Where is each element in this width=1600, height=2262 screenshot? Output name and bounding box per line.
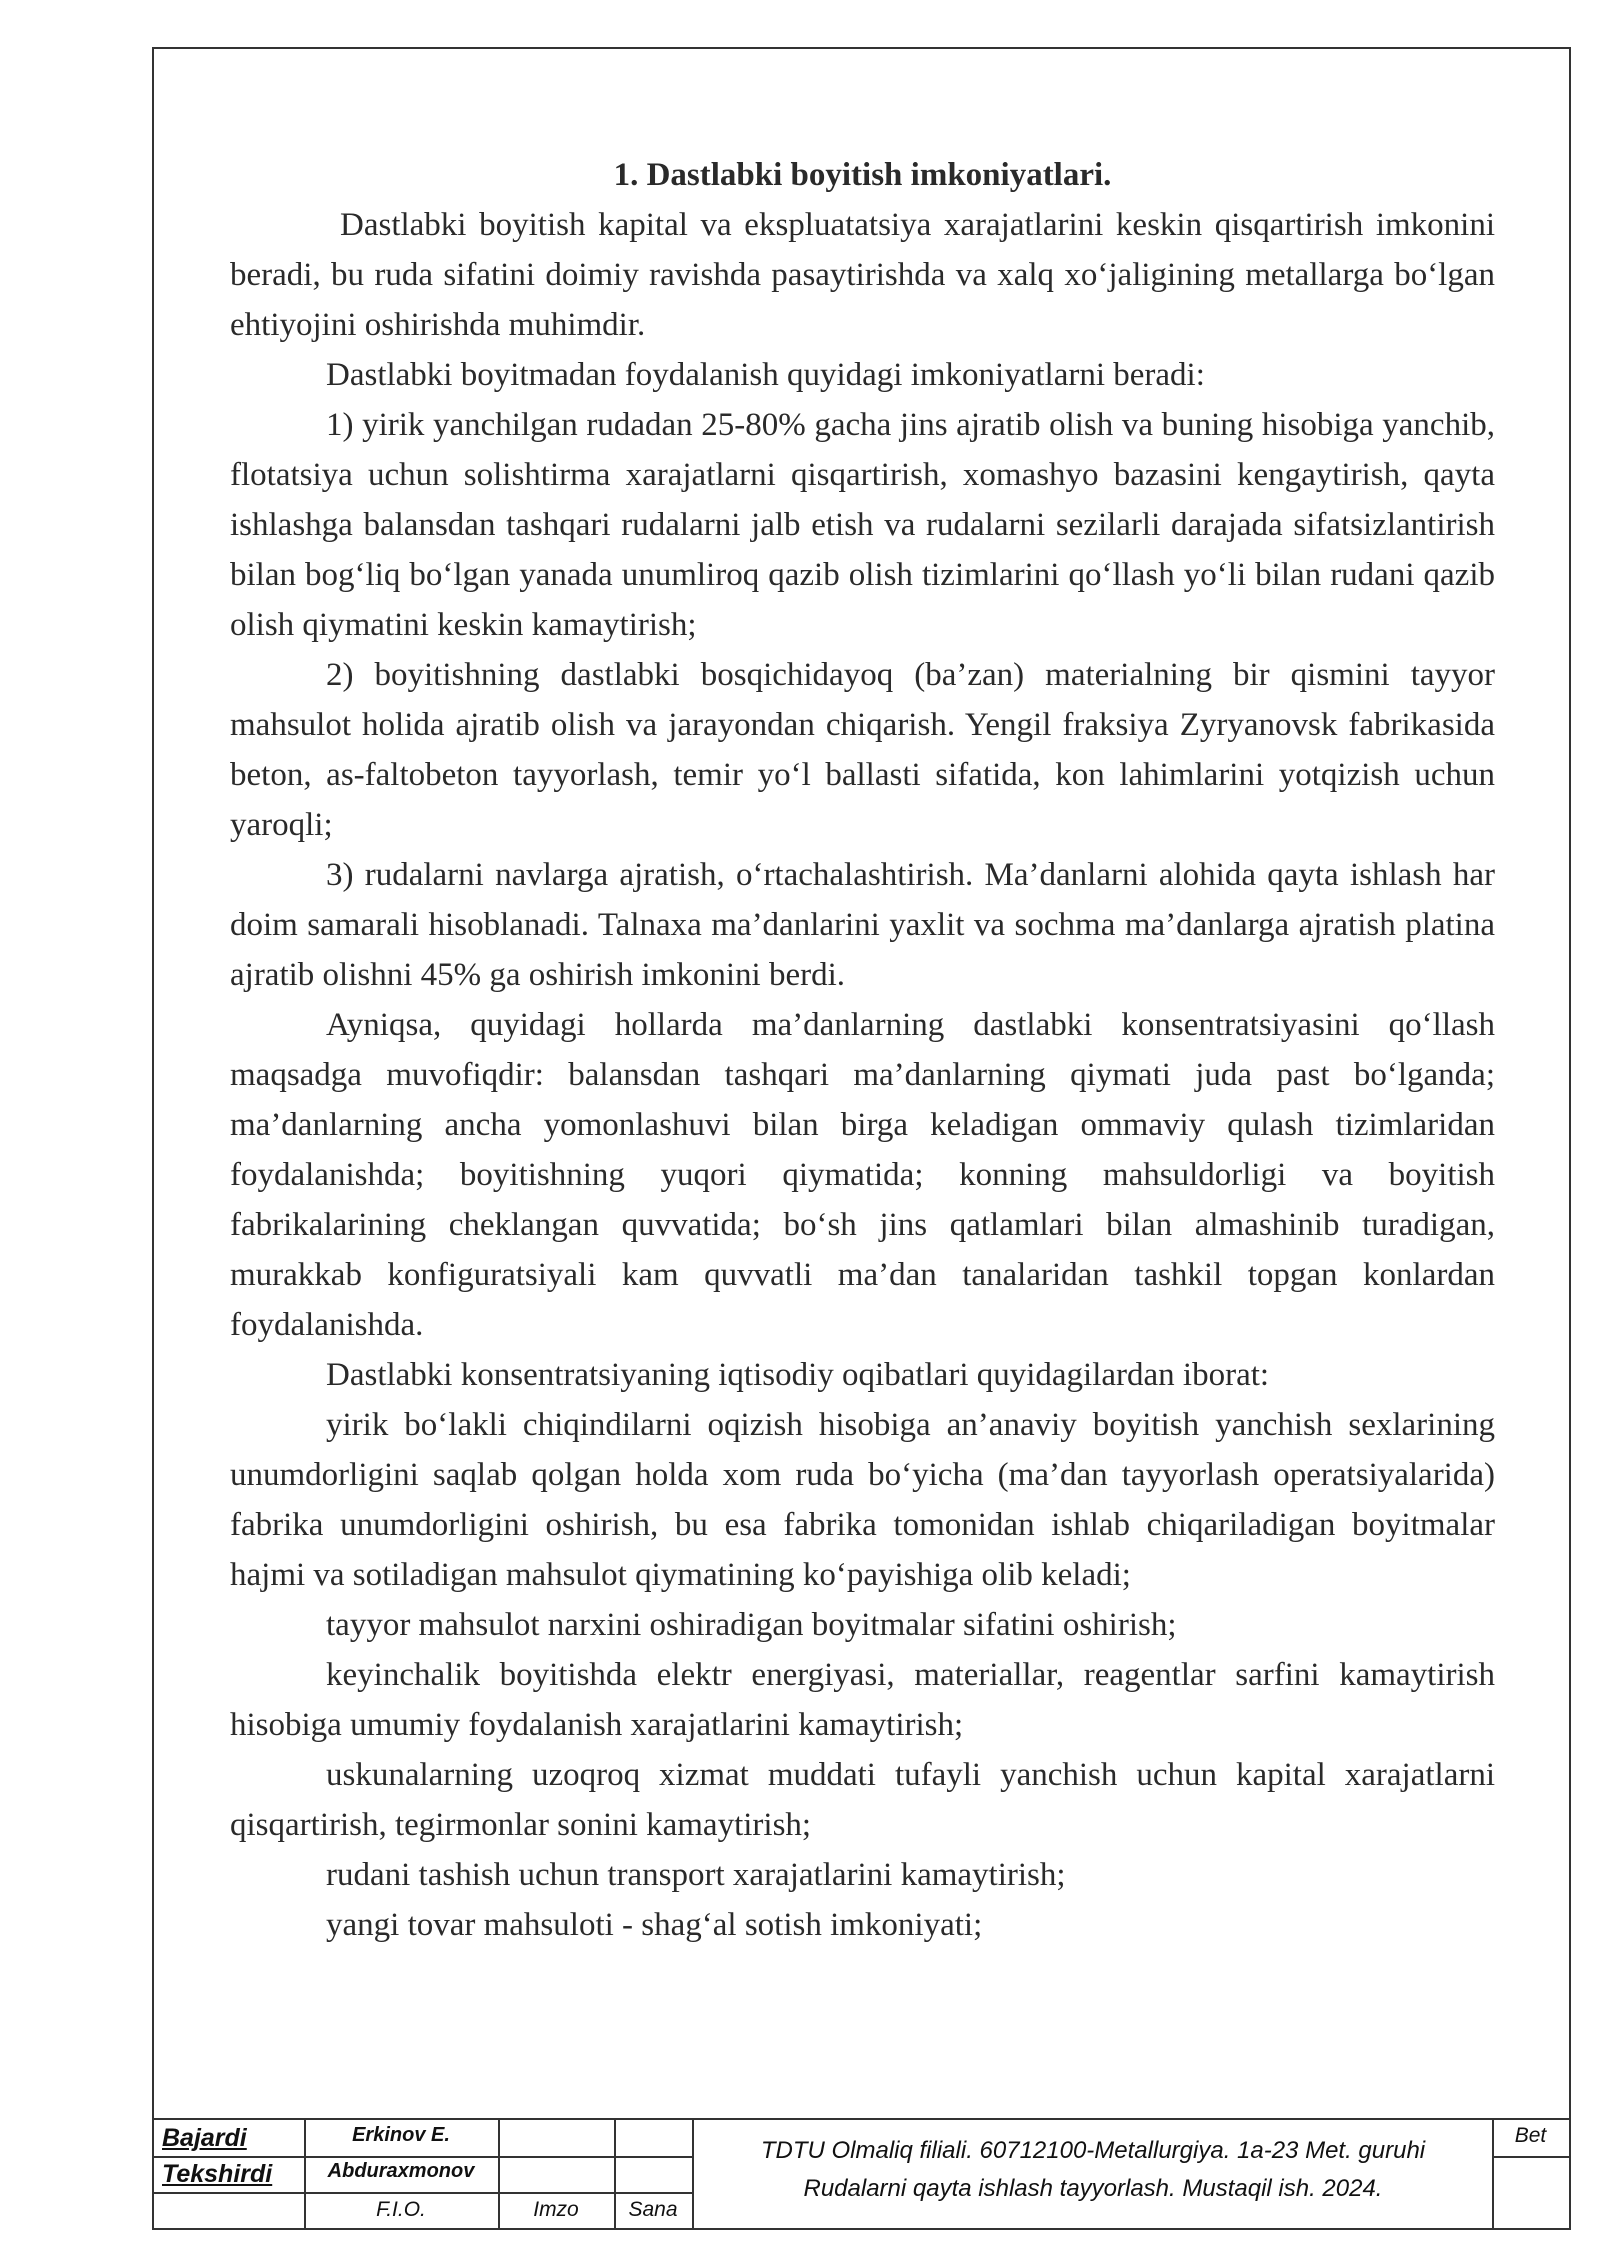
sana-label: Sana xyxy=(628,2198,678,2221)
stamp-row-line xyxy=(152,2156,692,2158)
title-block-stamp xyxy=(152,2118,1571,2230)
list-item: 3) rudalarni navlarga ajratish, o‘rtachalashtirish. Ma’danlarni alohida qayta ishlash har doim samarali hisoblanadi. Talnaxa ma’danlarini yaxlit va sochma ma’danlarga ajratish platina ajratib olishni 45% ga oshirish imkonini berdi. xyxy=(230,857,1495,993)
list-item: 1) yirik yanchilgan rudadan 25-80% gacha jins ajratib olish va buning hisobiga yanchib, flotatsiya uchun solishtirma xarajatlarni qisqartirish, xomashyo bazasini kengaytirish, qayta ishlashga balansdan tashqari rudalarni jalb etish va rudalarni sezilarli darajada sifatsizlantirish bilan bog‘liq bo‘lgan yanada unumliroq qazib olish tizimlarini qo‘llash yo‘li bilan rudani qazib olish qiymatini keskin kamaytirish; xyxy=(230,407,1495,643)
paragraph: Dastlabki konsentratsiyaning iqtisodiy oqibatlari quyidagilardan iborat: xyxy=(326,1357,1270,1393)
list-item: yangi tovar mahsuloti - shag‘al sotish imkoniyati; xyxy=(326,1907,983,1943)
list-item: rudani tashish uchun transport xarajatlarini kamaytirish; xyxy=(326,1857,1066,1893)
bajardi-label: Bajardi xyxy=(162,2124,247,2152)
bet-label: Bet xyxy=(1514,2124,1547,2147)
bajardi-name: Erkinov E. xyxy=(352,2124,450,2146)
document-title-line2: Rudalarni qayta ishlash tayyorlash. Mustaqil ish. 2024. xyxy=(803,2175,1383,2202)
imzo-label: Imzo xyxy=(533,2198,579,2221)
fio-label: F.I.O. xyxy=(376,2198,426,2221)
document-body xyxy=(230,150,1495,1950)
document-title xyxy=(700,2132,1486,2208)
section-heading: 1. Dastlabki boyitish imkoniyatlari. xyxy=(613,157,1112,193)
document-title-line1: TDTU Olmaliq filiali. 60712100-Metallurgiya. 1a-23 Met. guruhi xyxy=(760,2137,1426,2164)
list-item: yirik bo‘lakli chiqindilarni oqizish hisobiga an’anaviy boyitish yanchish sexlarining unumdorligini saqlab qolgan holda xom ruda bo‘yicha (ma’dan tayyorlash operatsiyalarida) fabrika unumdorligini oshirish, bu esa fabrika tomonidan ishlab chiqariladigan boyitmalar hajmi va sotiladigan mahsulot qiymatining ko‘payishiga olib keladi; xyxy=(230,1407,1495,1593)
tekshirdi-name: Abduraxmonov xyxy=(327,2160,475,2182)
paragraph: Ayniqsa, quyidagi hollarda ma’danlarning dastlabki konsentratsiyasini qo‘llash maqsadga muvofiqdir: balansdan tashqari ma’danlarning qiymati juda past bo‘lganda; ma’danlarning ancha yomonlashuvi bilan birga keladigan ommaviy qulash tizimlaridan foydalanishda; boyitishning yuqori qiymatida; konning mahsuldorligi va boyitish fabrikalarining cheklangan quvvatida; bo‘sh jins qatlamlari bilan almashinib turadigan, murakkab konfiguratsiyali kam quvvatli ma’dan tanalaridan tashkil topgan konlardan foydalanishda. xyxy=(230,1007,1495,1343)
list-item: keyinchalik boyitishda elektr energiyasi, materiallar, reagentlar sarfini kamaytirish hisobiga umumiy foydalanish xarajatlarini kamaytirish; xyxy=(230,1657,1495,1743)
tekshirdi-label: Tekshirdi xyxy=(162,2160,273,2188)
stamp-divider xyxy=(692,2120,694,2230)
paragraph: Dastlabki boyitish kapital va ekspluatatsiya xarajatlarini keskin qisqartirish imkonini beradi, bu ruda sifatini doimiy ravishda pasaytirishda va xalq xo‘jaligining metallarga bo‘lgan ehtiyojini oshirishda muhimdir. xyxy=(230,207,1495,343)
list-item: tayyor mahsulot narxini oshiradigan boyitmalar sifatini oshirish; xyxy=(326,1607,1177,1643)
stamp-row-line xyxy=(152,2192,692,2194)
list-item: 2) boyitishning dastlabki bosqichidayoq (ba’zan) materialning bir qismini tayyor mahsulot holida ajratib olish va jarayondan chiqarish. Yengil fraksiya Zyryanovsk fabrikasida beton, as-faltobeton tayyorlash, temir yo‘l ballasti sifatida, kon lahimlarini yotqizish uchun yaroqli; xyxy=(230,657,1495,843)
paragraph: Dastlabki boyitmadan foydalanish quyidagi imkoniyatlarni beradi: xyxy=(326,357,1205,393)
list-item: uskunalarning uzoqroq xizmat muddati tufayli yanchish uchun kapital xarajatlarni qisqartirish, tegirmonlar sonini kamaytirish; xyxy=(230,1757,1495,1843)
stamp-row-line xyxy=(1492,2156,1569,2158)
